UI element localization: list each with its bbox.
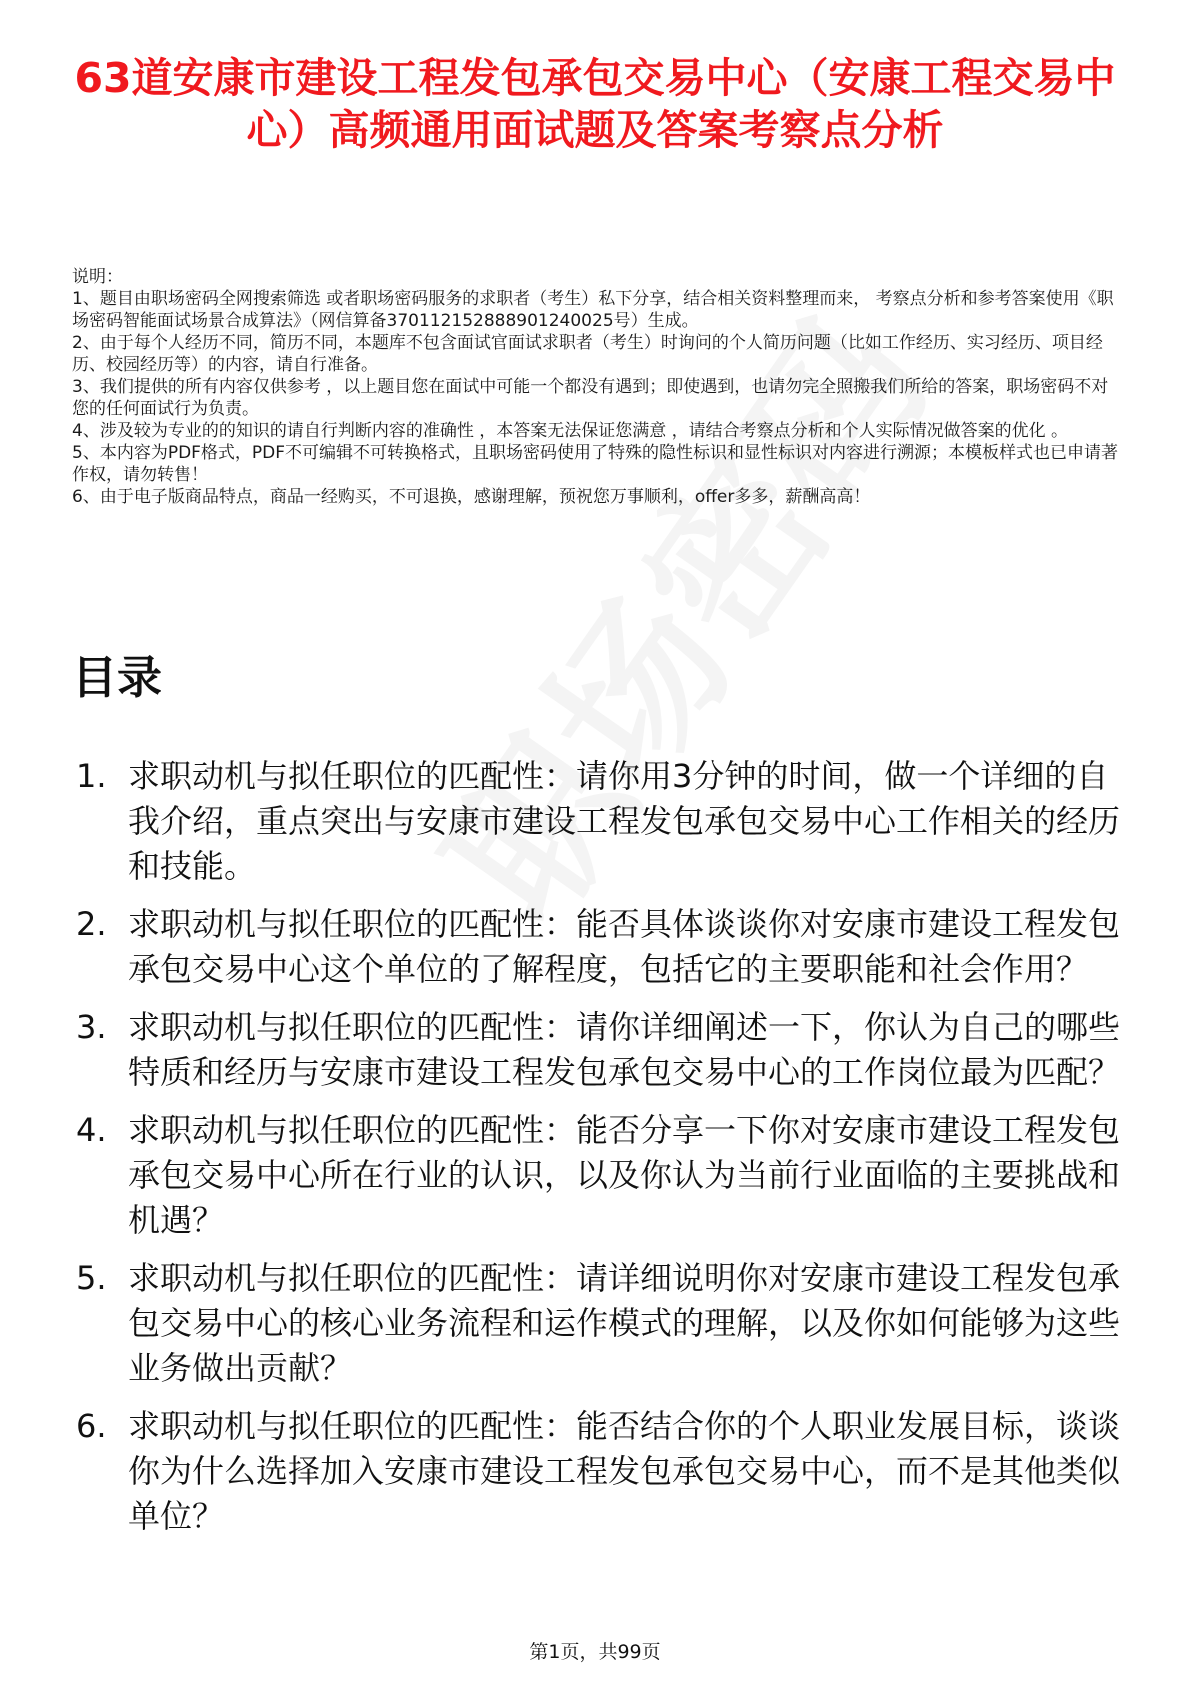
note-item: 6、由于电子版商品特点，商品一经购买，不可退换，感谢理解，预祝您万事顺利，offer多多，薪酬高高！ <box>72 487 871 507</box>
notes-heading: 说明： <box>72 267 123 287</box>
note-item: 5、本内容为PDF格式，PDF不可编辑不可转换格式，且职场密码使用了特殊的隐性标识和显性标识对内容进行溯源；本模板样式也已申请著作权，请勿转售！ <box>72 443 1119 485</box>
toc-heading: 目录 <box>72 651 163 704</box>
list-item <box>72 754 1132 889</box>
list-item <box>72 1404 1132 1539</box>
list-item <box>72 902 1132 992</box>
note-item: 1、题目由职场密码全网搜索筛选 或者职场密码服务的求职者（考生）私下分享，结合相关资料整理而来， 考察点分析和参考答案使用《职场密码智能面试场景合成算法》（网信算备370112152888901240025号）生成。 <box>72 289 1114 331</box>
list-item-number: 5. <box>76 1259 107 1297</box>
list-item-number: 2. <box>76 905 107 943</box>
note-item: 2、由于每个人经历不同，简历不同，本题库不包含面试官面试求职者（考生）时询问的个人简历问题（比如工作经历、实习经历、项目经历、校园经历等）的内容，请自行准备。 <box>72 333 1103 375</box>
list-item-number: 3. <box>76 1008 107 1046</box>
note-item: 4、涉及较为专业的的知识的请自行判断内容的准确性 ，本答案无法保证您满意 ，请结合考察点分析和个人实际情况做答案的优化 。 <box>72 421 1069 441</box>
list-item-text: 求职动机与拟任职位的匹配性：请你用3分钟的时间，做一个详细的自我介绍，重点突出与安康市建设工程发包承包交易中心工作相关的经历和技能。 <box>128 757 1121 885</box>
list-item-text: 求职动机与拟任职位的匹配性：能否分享一下你对安康市建设工程发包承包交易中心所在行业的认识，以及你认为当前行业面临的主要挑战和机遇？ <box>128 1111 1121 1239</box>
list-item <box>72 1256 1132 1391</box>
disclaimer-notes <box>72 266 1120 508</box>
note-item: 3、我们提供的所有内容仅供参考 ，以上题目您在面试中可能一个都没有遇到；即使遇到，也请勿完全照搬我们所给的答案，职场密码不对您的任何面试行为负责。 <box>72 377 1109 419</box>
list-item-number: 1. <box>76 757 107 795</box>
list-item-text: 求职动机与拟任职位的匹配性：能否结合你的个人职业发展目标，谈谈你为什么选择加入安康市建设工程发包承包交易中心，而不是其他类似单位？ <box>128 1407 1121 1535</box>
list-item-text: 求职动机与拟任职位的匹配性：能否具体谈谈你对安康市建设工程发包承包交易中心这个单位的了解程度，包括它的主要职能和社会作用？ <box>128 905 1121 988</box>
list-item-text: 求职动机与拟任职位的匹配性：请详细说明你对安康市建设工程发包承包交易中心的核心业务流程和运作模式的理解，以及你如何能够为这些业务做出贡献？ <box>128 1259 1121 1387</box>
list-item <box>72 1108 1132 1243</box>
question-list <box>72 754 1132 1552</box>
list-item <box>72 1005 1132 1095</box>
list-item-text: 求职动机与拟任职位的匹配性：请你详细阐述一下，你认为自己的哪些特质和经历与安康市建设工程发包承包交易中心的工作岗位最为匹配？ <box>128 1008 1121 1091</box>
list-item-number: 6. <box>76 1407 107 1445</box>
page-footer: 第1页，共99页 <box>529 1641 661 1663</box>
list-item-number: 4. <box>76 1111 107 1149</box>
document-title: 63道安康市建设工程发包承包交易中心（安康工程交易中心）高频通用面试题及答案考察点分析 <box>74 54 1116 154</box>
